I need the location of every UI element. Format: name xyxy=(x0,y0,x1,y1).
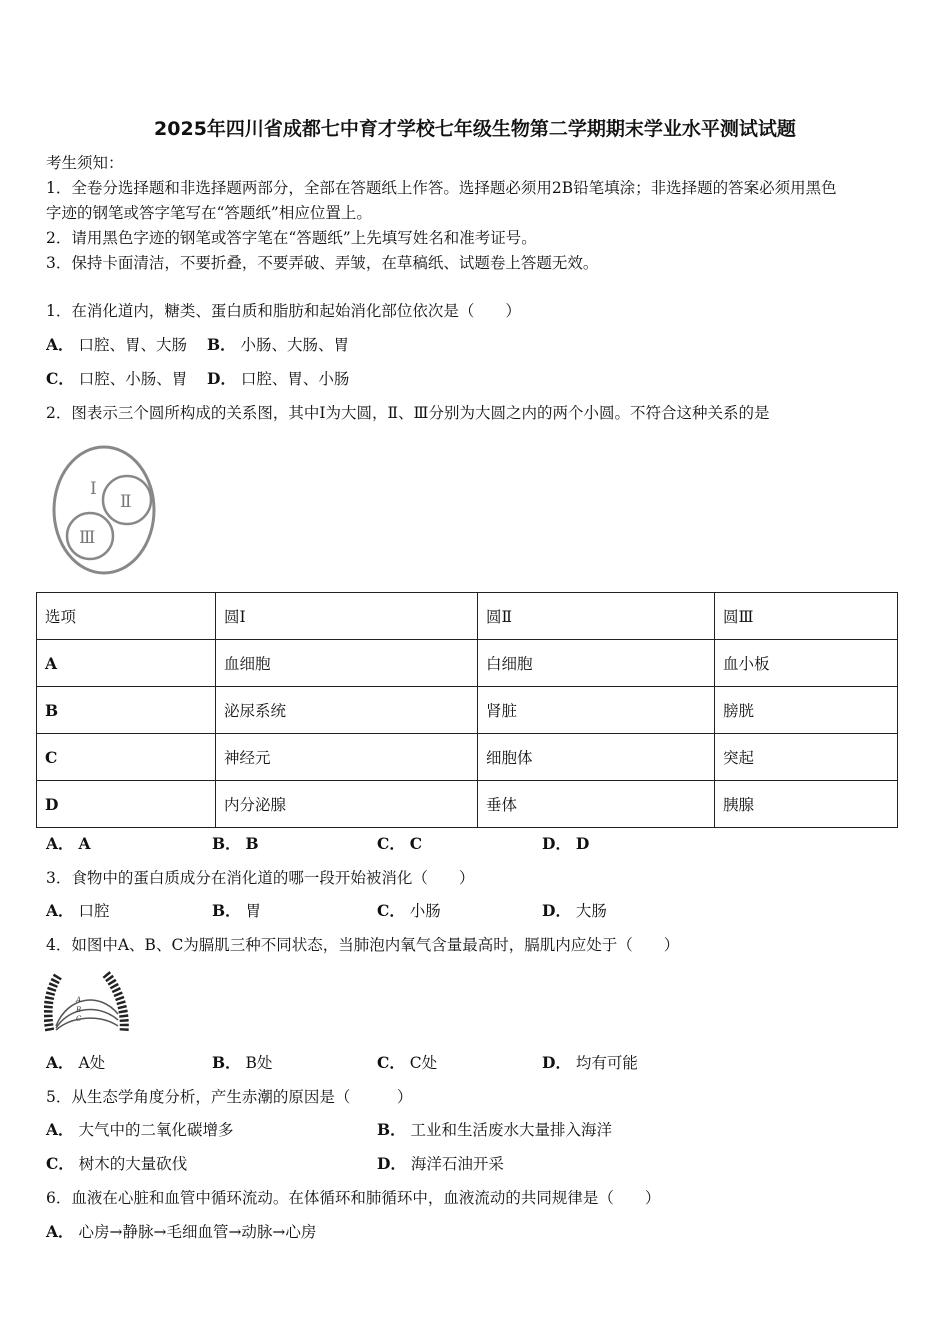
q4-option-a xyxy=(46,1053,105,1073)
circle-2-label: Ⅱ xyxy=(120,492,132,512)
table-row xyxy=(37,687,898,734)
option-key: B． xyxy=(212,1053,241,1072)
q3-option-b xyxy=(212,901,261,921)
option-key: C． xyxy=(377,901,405,920)
option-key: C． xyxy=(377,1053,405,1072)
option-key: D． xyxy=(207,369,236,388)
option-key: B． xyxy=(212,901,241,920)
q3-stem: 3．食物中的蛋白质成分在消化道的哪一段开始被消化（ ） xyxy=(46,869,475,887)
option-text: 小肠 xyxy=(409,902,441,920)
table-cell: A xyxy=(37,640,216,687)
table-cell: C xyxy=(37,734,216,781)
option-key: A． xyxy=(46,335,74,354)
option-text: B处 xyxy=(245,1054,273,1072)
option-key: A． xyxy=(46,901,74,920)
option-text: A处 xyxy=(78,1054,106,1072)
state-label-a: A xyxy=(76,996,82,1004)
q1-option-c xyxy=(46,369,187,389)
notice-line-1a: 1．全卷分选择题和非选择题两部分，全部在答题纸上作答。选择题必须用2B铅笔填涂；非选择题的答案必须用黑色 xyxy=(46,179,837,197)
option-text: 树木的大量砍伐 xyxy=(78,1155,188,1173)
q6-stem: 6．血液在心脏和血管中循环流动。在体循环和肺循环中，血液流动的共同规律是（ ） xyxy=(46,1189,661,1207)
q2-option-a xyxy=(46,834,91,854)
q4-option-d xyxy=(542,1053,638,1073)
option-text: 工业和生活废水大量排入海洋 xyxy=(410,1121,613,1139)
q2-table xyxy=(36,592,898,828)
option-text: 大肠 xyxy=(575,902,607,920)
q2-option-c xyxy=(377,834,422,854)
option-text: 小肠、大肠、胃 xyxy=(240,336,350,354)
option-key: C． xyxy=(377,834,405,853)
diaphragm-state-c xyxy=(56,1018,118,1030)
circle-1-label: Ⅰ xyxy=(90,479,97,499)
table-cell: 肾脏 xyxy=(478,687,715,734)
right-ribcage-wall xyxy=(106,974,124,1032)
table-header-cell: 选项 xyxy=(37,593,216,640)
option-key: B． xyxy=(377,1120,406,1139)
option-key: A． xyxy=(46,1053,74,1072)
option-text: B xyxy=(245,834,259,853)
circle-3-label: Ⅲ xyxy=(79,528,96,548)
table-header-cell: 圆Ⅱ xyxy=(478,593,715,640)
option-key: D． xyxy=(542,1053,571,1072)
option-key: D． xyxy=(542,901,571,920)
q4-diaphragm-figure xyxy=(44,970,132,1036)
q1-option-b xyxy=(207,335,349,355)
table-header-cell: 圆Ⅰ xyxy=(216,593,478,640)
option-text: 海洋石油开采 xyxy=(410,1155,504,1173)
option-key: C． xyxy=(46,1154,74,1173)
notice-line-1b: 字迹的钢笔或答字笔写在“答题纸”相应位置上。 xyxy=(46,204,372,222)
table-cell: 突起 xyxy=(715,734,898,781)
q1-option-a xyxy=(46,335,187,355)
option-text: A xyxy=(78,834,91,853)
table-row xyxy=(37,734,898,781)
option-text: C xyxy=(409,834,423,853)
option-key: C． xyxy=(46,369,74,388)
q4-stem: 4．如图中A、B、C为膈肌三种不同状态，当肺泡内氧气含量最高时，膈肌内应处于（ ） xyxy=(46,936,680,954)
option-text: 口腔 xyxy=(78,902,110,920)
table-cell: 白细胞 xyxy=(478,640,715,687)
q5-stem: 5．从生态学角度分析，产生赤潮的原因是（ ） xyxy=(46,1088,413,1106)
q4-option-c xyxy=(377,1053,437,1073)
q3-option-a xyxy=(46,901,109,921)
q6-option-a xyxy=(46,1222,316,1242)
q5-option-b xyxy=(377,1120,612,1140)
table-header-cell: 圆Ⅲ xyxy=(715,593,898,640)
q5-option-d xyxy=(377,1154,504,1174)
notice-line-2: 2．请用黑色字迹的钢笔或答字笔在“答题纸”上先填写姓名和准考证号。 xyxy=(46,229,537,247)
table-cell: 细胞体 xyxy=(478,734,715,781)
option-key: A． xyxy=(46,1222,74,1241)
option-key: B． xyxy=(207,335,236,354)
q3-option-c xyxy=(377,901,441,921)
table-cell: 胰腺 xyxy=(715,781,898,828)
option-key: D． xyxy=(542,834,571,853)
option-text: 口腔、胃、小肠 xyxy=(240,370,350,388)
table-header-row xyxy=(37,593,898,640)
q5-option-a xyxy=(46,1120,233,1140)
option-text: C处 xyxy=(409,1054,438,1072)
q1-stem: 1．在消化道内，糖类、蛋白质和脂肪和起始消化部位依次是（ ） xyxy=(46,302,521,320)
table-cell: D xyxy=(37,781,216,828)
option-key: D． xyxy=(377,1154,406,1173)
q2-stem: 2．图表示三个圆所构成的关系图，其中Ⅰ为大圆，Ⅱ、Ⅲ分别为大圆之内的两个小圆。不符合这种关系的是 xyxy=(46,404,770,422)
q1-option-d xyxy=(207,369,349,389)
table-row xyxy=(37,781,898,828)
notice-heading: 考生须知： xyxy=(46,154,124,172)
table-cell: 血细胞 xyxy=(216,640,478,687)
q3-option-d xyxy=(542,901,607,921)
page-title: 2025年四川省成都七中育才学校七年级生物第二学期期末学业水平测试试题 xyxy=(154,118,796,140)
q2-option-b xyxy=(212,834,259,854)
q5-option-c xyxy=(46,1154,187,1174)
table-cell: 膀胱 xyxy=(715,687,898,734)
q2-option-d xyxy=(542,834,589,854)
option-key: B． xyxy=(212,834,241,853)
option-text: 心房→静脉→毛细血管→动脉→心房 xyxy=(78,1223,317,1241)
option-text: 口腔、小肠、胃 xyxy=(78,370,188,388)
table-row xyxy=(37,640,898,687)
table-cell: 垂体 xyxy=(478,781,715,828)
option-text: D xyxy=(575,834,590,853)
table-cell: 内分泌腺 xyxy=(216,781,478,828)
table-cell: B xyxy=(37,687,216,734)
table-cell: 神经元 xyxy=(216,734,478,781)
option-text: 胃 xyxy=(245,902,262,920)
notice-line-3: 3．保持卡面清洁，不要折叠，不要弄破、弄皱，在草稿纸、试题卷上答题无效。 xyxy=(46,254,599,272)
state-label-b: B xyxy=(76,1006,82,1014)
state-label-c: C xyxy=(76,1015,82,1023)
table-cell: 泌尿系统 xyxy=(216,687,478,734)
option-text: 大气中的二氧化碳增多 xyxy=(78,1121,234,1139)
option-key: A． xyxy=(46,834,74,853)
option-text: 口腔、胃、大肠 xyxy=(78,336,187,354)
table-cell: 血小板 xyxy=(715,640,898,687)
option-key: A． xyxy=(46,1120,74,1139)
q2-circles-figure xyxy=(50,444,160,579)
option-text: 均有可能 xyxy=(575,1054,638,1072)
q4-option-b xyxy=(212,1053,272,1073)
